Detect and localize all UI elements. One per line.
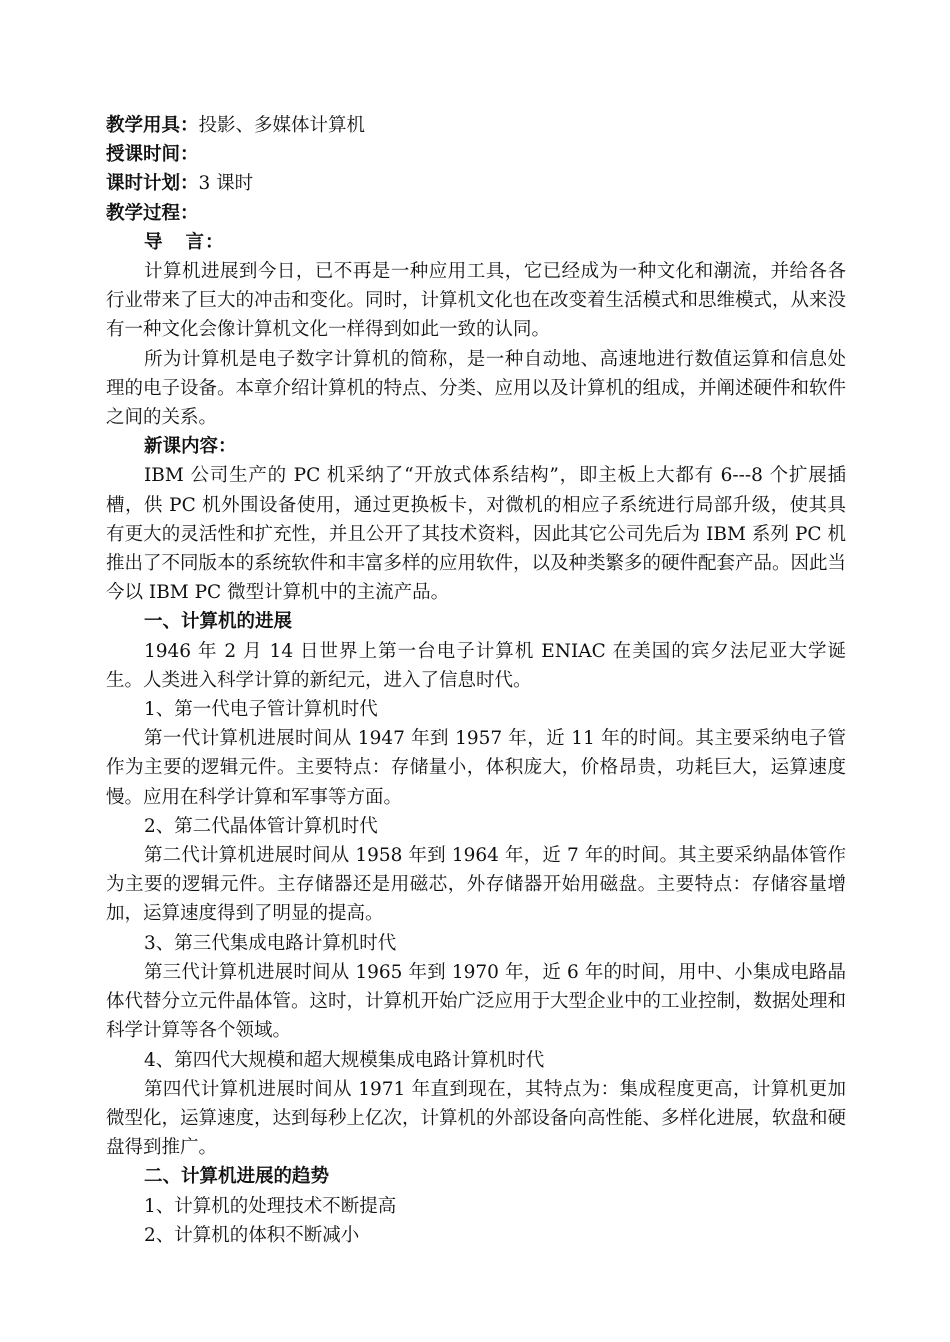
gen3-paragraph: 第三代计算机进展时间从 1965 年到 1970 年，近 6 年的时间，用中、小集成电路晶体代替分立元件晶体管。这时，计算机开始广泛应用于大型企业中的工业控制，数据处理和科学计算等各个领域。 (106, 961, 847, 1042)
teaching-tools-label: 教学用具： (106, 115, 199, 136)
teaching-tools-line (106, 111, 846, 140)
lesson-plan-label: 课时计划： (106, 173, 199, 195)
new-content-heading: 新课内容： (144, 436, 237, 458)
teaching-process-heading: 教学过程： (106, 202, 199, 224)
section2-heading: 二、计算机进展的趋势 (144, 1166, 330, 1188)
gen4-paragraph: 第四代计算机进展时间从 1971 年直到现在，其特点为：集成程度更高，计算机更加微型化，运算速度，达到每秒上亿次，计算机的外部设备向高性能、多样化进展，软盘和硬盘得到推广。 (106, 1078, 847, 1159)
teaching-tools-value: 投影、多媒体计算机 (198, 115, 366, 136)
gen1-paragraph: 第一代计算机进展时间从 1947 年到 1957 年，近 11 年的时间。其主要采纳电子管作为主要的逻辑元件。主要特点：存储量小，体积庞大，价格昂贵，功耗巨大，运算速度慢。应用在科学计算和军事等方面。 (106, 728, 846, 808)
lesson-plan-line (106, 169, 846, 198)
gen4-title: 4、第四代大规模和超大规模集成电路计算机时代 (144, 1049, 545, 1071)
lesson-plan-value: 3 课时 (198, 173, 254, 195)
class-time-line (106, 140, 846, 169)
gen3-title: 3、第三代集成电路计算机时代 (144, 932, 397, 954)
section1-heading: 一、计算机的进展 (144, 611, 293, 633)
gen2-paragraph: 第二代计算机进展时间从 1958 年到 1964 年，近 7 年的时间。其主要采纳晶体管作为主要的逻辑元件。主存储器还是用磁芯，外存储器开始用磁盘。主要特点：存储容量增加，运算速度得到了明显的提高。 (106, 845, 846, 925)
trend-item-2: 2、计算机的体积不断减小 (144, 1224, 360, 1246)
trend-item-1: 1、计算机的处理技术不断提高 (144, 1195, 397, 1217)
class-time-label: 授课时间： (106, 144, 199, 166)
document-page (106, 111, 846, 1250)
intro-paragraph-2: 所为计算机是电子数字计算机的简称，是一种自动地、高速地进行数值运算和信息处理的电子设备。本章介绍计算机的特点、分类、应用以及计算机的组成，并阐述硬件和软件之间的关系。 (106, 348, 847, 429)
intro-heading-part1: 导 (144, 231, 164, 253)
intro-heading-part2: 言： (185, 231, 225, 253)
new-content-paragraph: IBM 公司生产的 PC 机采纳了“开放式体系结构”，即主板上大都有 6---8 个扩展插槽，供 PC 机外围设备使用，通过更换板卡，对微机的相应子系统进行局部升级，使其具有更大的灵活性和扩充性，并且公开了其技术资料，因此其它公司先后为 IBM 系列 PC 机推出了不同版本的系统软件和丰富多样的应用软件，以及种类繁多的硬件配套产品。因此当今以 IBM PC 微型计算机中的主流产品。 (106, 465, 847, 604)
gen2-title: 2、第二代晶体管计算机时代 (144, 815, 378, 837)
intro-paragraph-1: 计算机进展到今日，已不再是一种应用工具，它已经成为一种文化和潮流，并给各各行业带来了巨大的冲击和变化。同时，计算机文化也在改变着生活模式和思维模式，从来没有一种文化会像计算机文化一样得到如此一致的认同。 (106, 261, 847, 341)
section1-paragraph: 1946 年 2 月 14 日世界上第一台电子计算机 ENIAC 在美国的宾夕法尼亚大学诞生。人类进入科学计算的新纪元，进入了信息时代。 (106, 640, 846, 691)
intro-heading (144, 228, 846, 257)
gen1-title: 1、第一代电子管计算机时代 (144, 699, 378, 721)
